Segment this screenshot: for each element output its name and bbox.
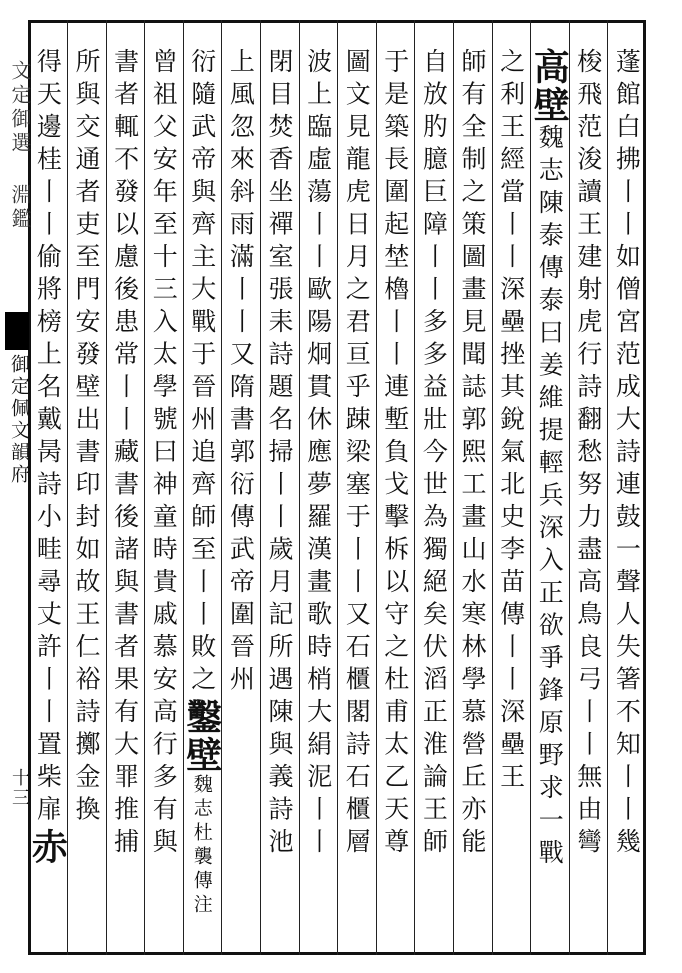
column-text: 曾祖父安年至十三入太學號曰神童時貴戚慕安高行多有與 — [149, 48, 179, 861]
headword: 赤 — [26, 828, 69, 866]
column-text: 圖文見龍虎日月之君亘乎踈梁塞于丨丨又石櫃閣詩石櫃層 — [342, 48, 372, 861]
column-rule — [67, 20, 68, 955]
text-column — [528, 48, 571, 938]
text-column — [108, 48, 142, 938]
text-column — [223, 48, 257, 938]
column-text: 波上臨虛蕩丨丨歐陽炯貫休應夢羅漢畫歌時梢大絹泥丨丨 — [303, 48, 333, 861]
column-rule — [530, 20, 531, 955]
annotation-text: 魏志杜襲傳注 — [190, 774, 213, 918]
text-column — [609, 48, 643, 938]
column-text: 之利王經當丨丨深壘挫其銳氣北史李苗傳丨丨深壘王 — [496, 48, 526, 796]
column-text: 書者輒不發以慮後患常丨丨藏書後諸與書者果有大罪推捕 — [110, 48, 140, 861]
headword: 高壁 — [528, 48, 571, 124]
column-text: 自放肑臆巨障丨丨多多益壯今世為獨絕矣伏滔正淮論王師 — [419, 48, 449, 861]
text-column — [180, 48, 223, 938]
column-rule — [183, 20, 184, 955]
column-text: 梭飛范浚讀王建射虎行詩翻愁努力盡高鳥良弓丨丨無由彎 — [573, 48, 603, 861]
headword: 鑿壁 — [180, 698, 223, 774]
column-rule — [144, 20, 145, 955]
text-column — [455, 48, 489, 938]
text-column — [146, 48, 180, 938]
text-column — [416, 48, 450, 938]
text-column — [571, 48, 605, 938]
page-margin — [2, 20, 32, 955]
text-column — [378, 48, 412, 938]
column-text: 上風忽來斜雨滿丨丨又隋書郭衍傳武帝圍晉州 — [226, 48, 256, 698]
column-text: 所與交通者吏至門安發壁出書印封如故王仁裕詩擲金換 — [72, 48, 101, 828]
column-rule — [337, 20, 338, 955]
page-number: 十三 — [9, 768, 30, 808]
column-text: 閉目焚香坐禪室張耒詩題名掃丨丨歲月記所遇陳與義詩池 — [265, 48, 294, 861]
column-rule — [260, 20, 261, 955]
text-column — [339, 48, 373, 938]
column-rule — [414, 20, 415, 955]
column-rule — [607, 20, 608, 955]
column-text: 魏志陳泰傳泰曰姜維提輕兵深入正欲爭鋒原野求一戰 — [535, 124, 565, 872]
text-column — [262, 48, 296, 938]
column-rule — [376, 20, 377, 955]
text-column — [69, 48, 103, 938]
column-rule — [106, 20, 107, 955]
column-text: 師有全制之策圖畫見聞誌郭熙工畫山水寒林學慕營丘亦能 — [458, 48, 487, 861]
text-column — [494, 48, 528, 938]
column-rule — [221, 20, 222, 955]
fishtail-mark — [5, 312, 29, 350]
column-text: 于是築長圍起埜櫓丨丨連塹負戈擊柝以守之杜甫太乙天尊 — [380, 48, 410, 861]
margin-header-text: 文定御選 淵鑑 — [8, 60, 32, 232]
text-column — [26, 48, 69, 938]
text-column — [301, 48, 335, 938]
column-rule — [299, 20, 300, 955]
column-rule — [569, 20, 570, 955]
column-text: 得天邊桂丨丨偷將榜上名戴昺詩小畦尋丈許丨丨置柴扉 — [33, 48, 63, 828]
book-title: 御定佩文韻府 — [8, 354, 30, 486]
column-text: 蓬館白拂丨丨如僧宮范成大詩連鼓一聲人失箸不知丨丨幾 — [612, 48, 642, 861]
column-rule — [453, 20, 454, 955]
column-rule — [492, 20, 493, 955]
column-text: 衍隨武帝與齊主大戰于晉州追齊師至丨丨敗之 — [187, 48, 217, 698]
